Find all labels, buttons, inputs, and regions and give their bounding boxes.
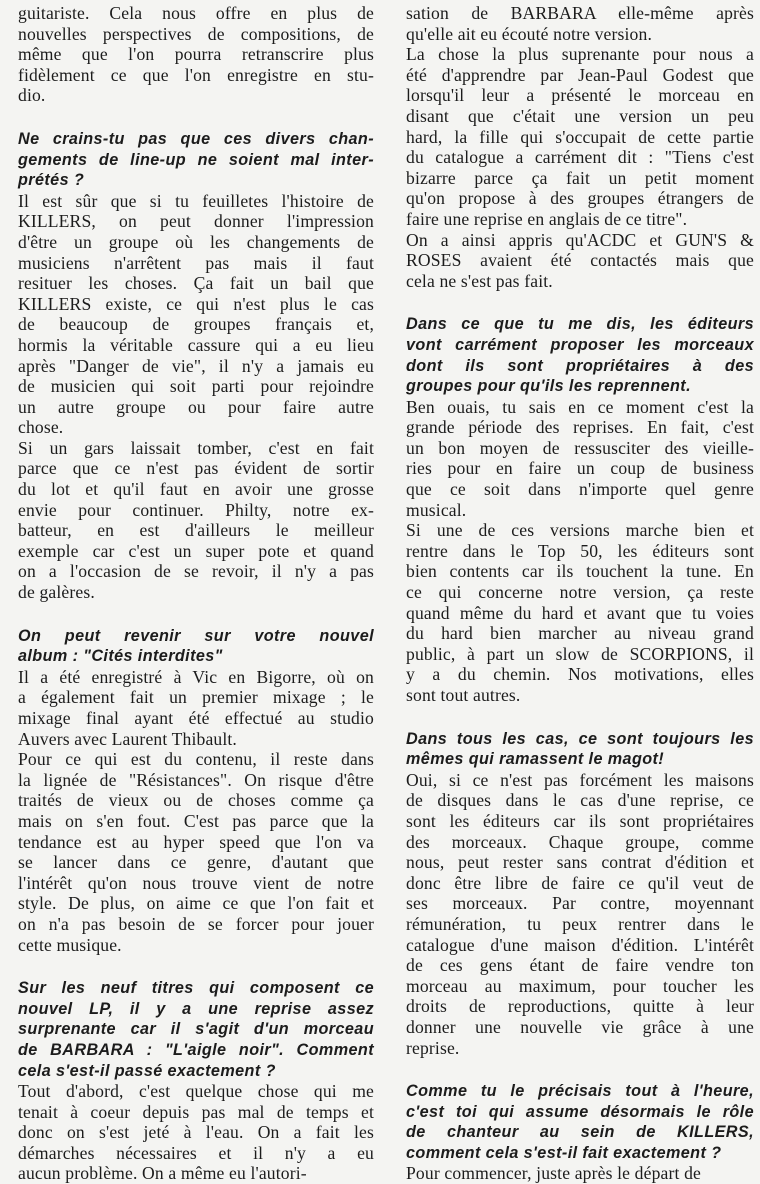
text-line: Sur les neuf titres qui composent ce [18, 979, 374, 998]
text-line: tendance est au hyper speed que l'on va [18, 831, 374, 852]
text-line: Il est sûr que si tu feuilletes l'histoire de [18, 190, 374, 211]
text-line: y a du chemin. Nos motivations, elles [406, 664, 754, 685]
text-line: On peut revenir sur votre nouvel [18, 626, 374, 645]
paragraph-gap [18, 955, 374, 978]
text-line: l'intérêt qu'on nous trouve vient de notre [18, 872, 374, 893]
text-line: qu'elle ait eu écouté notre version. [406, 23, 652, 44]
text-line: cette musique. [18, 934, 122, 955]
text-line: sont les éditeurs car ils sont propriétaires [406, 810, 754, 831]
paragraph-gap [406, 1058, 754, 1081]
text-line: parce que ce n'est pas évident de sortir [18, 458, 374, 479]
text-line: disant que c'était une version un peu [406, 105, 754, 126]
text-line: c'est toi qui assume désormais le rôle [406, 1102, 754, 1121]
text-line: Pour commencer, juste après le départ de [406, 1163, 701, 1184]
text-line: dio. [18, 85, 46, 106]
text-line: on a l'occasion de se revoir, il n'y a pas [18, 561, 374, 582]
text-line: donc on s'est jeté à l'eau. On a fait les [18, 1122, 374, 1143]
text-line: La chose la plus suprenante pour nous a [406, 44, 754, 65]
text-line: bien contents car ils touchent la tune. En [406, 561, 754, 582]
text-line: vont carrément proposer les morceaux [406, 335, 754, 354]
text-line: album : "Cités interdites" [18, 647, 223, 666]
text-line: Auvers avec Laurent Thibault. [18, 728, 237, 749]
text-line: musiciens n'arrêtent pas mais il faut [18, 252, 374, 273]
text-line: guitariste. Cela nous offre en plus de [18, 3, 374, 23]
text-line: lorsqu'il leur a présenté le morceau en [406, 85, 754, 106]
text-line: se lancer dans ce genre, d'autant que [18, 852, 374, 873]
text-line: que ce soit dans n'importe quel genre [406, 479, 754, 500]
paragraph-gap [18, 603, 374, 626]
text-line: du lot et qu'il faut en avoir une grosse [18, 479, 374, 500]
text-line: du catalogue a carrément dit : "Tiens c'est [406, 147, 754, 168]
text-line: d'être un groupe où les changements de [18, 231, 374, 252]
interview-question [406, 1081, 754, 1163]
text-line: nouvelles perspectives de compositions, de [18, 23, 374, 44]
text-line: un bon moyen de ressusciter des vieille- [406, 437, 754, 458]
text-line: gements de line-up ne soient mal inter- [18, 150, 374, 169]
text-line: rémunération, tu peux rentrer dans le [406, 913, 754, 934]
text-line: bizarre parce ça fait un petit moment [406, 167, 754, 188]
text-line: style. De plus, on aime ce que l'on fait et [18, 893, 374, 914]
text-line: nous, peut rester sans contrat d'édition et [406, 852, 754, 873]
text-line: Ben ouais, tu sais en ce moment c'est la [406, 396, 754, 417]
text-line: Comme tu le précisais tout à l'heure, [406, 1082, 754, 1101]
interview-question [406, 314, 754, 396]
text-line: Oui, si ce n'est pas forcément les maisons [406, 769, 754, 790]
text-line: hormis la véritable cassure qui a eu lieu [18, 334, 374, 355]
text-line: a également fait un premier mixage ; le [18, 687, 374, 708]
text-line: Ne crains-tu pas que ces divers chan- [18, 129, 374, 148]
text-line: On a ainsi appris qu'ACDC et GUN'S & [406, 229, 754, 250]
text-line: musical. [406, 499, 467, 520]
interview-question [406, 729, 754, 770]
interview-answer [406, 770, 754, 1058]
text-line: la lignée de "Résistances". On risque d'être [18, 769, 374, 790]
text-line: Si un gars laissait tomber, c'est en fait [18, 437, 374, 458]
text-line: envie pour continuer. Philty, notre ex- [18, 499, 374, 520]
paragraph-gap [406, 706, 754, 729]
text-line: après "Danger de vie", il n'y a jamais eu [18, 355, 374, 376]
text-line: ce qui concerne notre version, ça reste [406, 582, 754, 603]
paragraph-gap [18, 106, 374, 129]
text-line: dont ils sont propriétaires à des [406, 356, 754, 375]
text-line: des morceaux. Chaque groupe, comme [406, 831, 754, 852]
left-column [18, 3, 374, 1184]
text-line: tenait à coeur depuis pas mal de temps et [18, 1101, 374, 1122]
interview-question [18, 129, 374, 191]
text-line: du hard bien marcher au niveau grand [406, 623, 754, 644]
interview-question [18, 626, 374, 667]
text-line: donner une nouvelle vie grâce à une [406, 1016, 754, 1037]
text-line: faire une reprise en anglais de ce titre". [406, 208, 688, 229]
interview-answer [406, 3, 754, 291]
text-line: même que l'on pourra retranscrire plus [18, 44, 374, 65]
text-line: de disques dans le cas d'une reprise, ce [406, 790, 754, 811]
paragraph-gap [406, 291, 754, 314]
text-line: grande période des reprises. En fait, c'est [406, 417, 754, 438]
text-line: ses morceaux. Par contre, moyennant [406, 893, 754, 914]
text-line: Il a été enregistré à Vic en Bigorre, où on [18, 666, 374, 687]
text-line: nouvel LP, il y a une reprise assez [18, 999, 374, 1018]
text-line: quand même du hard et avant que tu voies [406, 602, 754, 623]
text-line: catalogue d'une maison d'édition. L'intérêt [406, 934, 754, 955]
text-line: Tout d'abord, c'est quelque chose qui me [18, 1081, 374, 1102]
text-line: reprise. [406, 1037, 460, 1058]
text-line: prétés ? [18, 171, 85, 190]
text-line: de ces gens étant de faire vendre ton [406, 955, 754, 976]
text-line: KILLERS, on peut donner l'impression [18, 211, 374, 232]
text-line: groupes pour qu'ils les reprennent. [406, 377, 691, 396]
text-line: aucun problème. On a même eu l'autori- [18, 1163, 307, 1184]
interview-answer [18, 191, 374, 603]
text-line: de BARBARA : "L'aigle noir". Comment [18, 1040, 374, 1059]
text-line: KILLERS existe, ce qui n'est plus le cas [18, 293, 374, 314]
text-line: on n'a pas besoin de se forcer pour jouer [18, 913, 374, 934]
text-line: donc être libre de faire ce qu'il veut de [406, 872, 754, 893]
text-line: traités de vieux ou de choses comme ça [18, 790, 374, 811]
text-line: Pour ce qui est du contenu, il reste dans [18, 749, 374, 770]
text-line: de beaucoup de groupes français et, [18, 314, 374, 335]
text-line: comment cela s'est-il fait exactement ? [406, 1143, 722, 1162]
text-line: hard, la fille qui s'occupait de cette partie [406, 126, 754, 147]
interview-answer [18, 1081, 374, 1184]
text-line: de galères. [18, 582, 95, 603]
text-line: Si une de ces versions marche bien et [406, 520, 754, 541]
text-line: fidèlement ce que l'on enregistre en stu- [18, 64, 374, 85]
text-line: rentre dans le Top 50, les éditeurs sont [406, 540, 754, 561]
text-line: public, à part un slow de SCORPIONS, il [406, 643, 754, 664]
interview-answer [406, 397, 754, 706]
text-line: mais on s'en fout. C'est pas parce que la [18, 810, 374, 831]
text-line: chose. [18, 417, 64, 438]
text-line: droits de reproductions, quitte à leur [406, 996, 754, 1017]
text-line: de musicien qui soit parti pour rejoindre [18, 376, 374, 397]
text-line: Dans tous les cas, ce sont toujours les [406, 729, 754, 748]
text-line: exemple car c'est un super pote et quand [18, 540, 374, 561]
text-line: cela s'est-il passé exactement ? [18, 1061, 276, 1080]
text-line: qu'on propose à des groupes étrangers de [406, 188, 754, 209]
interview-answer [406, 1163, 754, 1184]
text-line: surprenante car il s'agit d'un morceau [18, 1020, 374, 1039]
text-line: un autre groupe ou pour faire autre [18, 396, 374, 417]
right-column [406, 3, 754, 1184]
text-line: sont tout autres. [406, 685, 521, 705]
text-line: ROSES avaient été contactés mais que [406, 250, 754, 271]
text-line: sation de BARBARA elle-même après [406, 3, 754, 23]
text-line: démarches nécessaires et il n'y a eu [18, 1142, 374, 1163]
interview-question [18, 978, 374, 1081]
text-line: de chanteur au sein de KILLERS, [406, 1123, 754, 1142]
text-line: Dans ce que tu me dis, les éditeurs [406, 315, 754, 334]
text-line: resituer les choses. Ça fait un bail que [18, 273, 374, 294]
text-line: cela ne s'est pas fait. [406, 270, 553, 291]
interview-answer [18, 3, 374, 106]
text-line: morceau au maximum, pour toucher les [406, 975, 754, 996]
text-line: mêmes qui ramassent le magot! [406, 750, 665, 769]
interview-answer [18, 667, 374, 955]
text-line: mixage final ayant été effectué au studio [18, 708, 374, 728]
text-line: batteur, en est d'ailleurs le meilleur [18, 520, 374, 541]
text-line: ries pour en faire un coup de business [406, 458, 754, 479]
text-line: été d'apprendre par Jean-Paul Godest que [406, 64, 754, 85]
